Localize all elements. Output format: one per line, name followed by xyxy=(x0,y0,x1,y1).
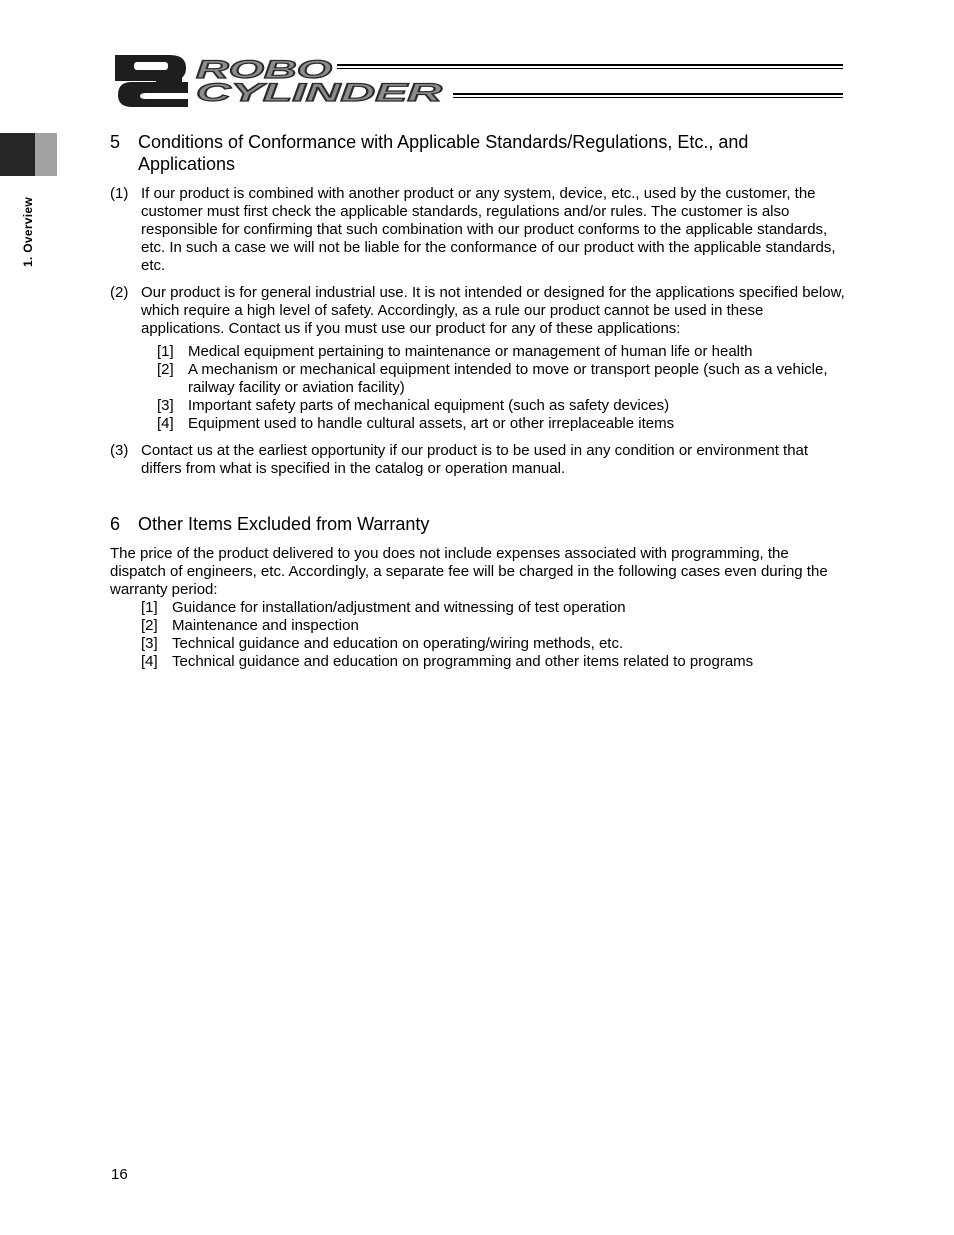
page-content xyxy=(110,131,845,671)
section-5-heading xyxy=(110,131,845,175)
list-item xyxy=(141,599,845,617)
item-text: Technical guidance and education on programming and other items related to programs xyxy=(172,653,754,670)
section-5-list xyxy=(110,185,845,478)
section-number: 6 xyxy=(110,514,121,534)
robo-cylinder-logo xyxy=(112,55,447,107)
sub-list xyxy=(157,343,845,433)
item-text: Maintenance and inspection xyxy=(172,617,359,634)
list-item xyxy=(141,653,845,671)
sub-item-number: [4] xyxy=(157,415,174,432)
header-rule-top-1 xyxy=(337,64,843,66)
item-number: (3) xyxy=(110,442,129,459)
sub-item-number: [2] xyxy=(157,361,174,378)
item-number: (2) xyxy=(110,284,129,301)
sub-item-text: Equipment used to handle cultural assets, art or other irreplaceable items xyxy=(188,415,675,432)
sub-list-item xyxy=(157,361,845,397)
section-title: Other Items Excluded from Warranty xyxy=(138,514,430,534)
sub-list-item xyxy=(157,397,845,415)
chapter-label: 1. Overview xyxy=(21,196,35,268)
section-6-intro: The price of the product delivered to you does not include expenses associated with programming, the dispatch of engineers, etc. Accordingly, a separate fee will be charged in the following cases even during the warranty period: xyxy=(110,545,828,598)
sub-item-number: [3] xyxy=(157,397,174,414)
sub-list-item xyxy=(157,415,845,433)
item-number: [2] xyxy=(141,617,158,634)
section-title: Conditions of Conformance with Applicable Standards/Regulations, Etc., and Applications xyxy=(138,132,749,174)
section-6-heading xyxy=(110,513,845,535)
sub-item-text: Medical equipment pertaining to maintenance or management of human life or health xyxy=(188,343,753,360)
sub-list-item xyxy=(157,343,845,361)
section-number: 5 xyxy=(110,132,121,152)
item-number: [1] xyxy=(141,599,158,616)
page-number: 16 xyxy=(111,1166,128,1183)
chapter-tab-marker xyxy=(0,133,35,176)
item-number: [3] xyxy=(141,635,158,652)
sub-item-number: [1] xyxy=(157,343,174,360)
item-text: Guidance for installation/adjustment and witnessing of test operation xyxy=(172,599,626,616)
item-number: (1) xyxy=(110,185,129,202)
item-number: [4] xyxy=(141,653,158,670)
header-rule-bottom-1 xyxy=(453,93,843,95)
list-item xyxy=(141,635,845,653)
list-item xyxy=(141,617,845,635)
list-item xyxy=(110,442,845,478)
list-item xyxy=(110,284,845,433)
chapter-tab-shade xyxy=(35,133,57,176)
header-rule-bottom-2 xyxy=(453,97,843,98)
item-text: If our product is combined with another product or any system, device, etc., used by the customer, the customer must first check the applicable standards, regulations and/or rules. The customer is also responsible for confirming that such combination with our product conforms to the applicable standards, etc. In such a case we will not be liable for the conformance of our product with the applicable standards, etc. xyxy=(141,185,836,274)
header-rule-top-2 xyxy=(337,68,843,69)
item-text: Technical guidance and education on operating/wiring methods, etc. xyxy=(172,635,624,652)
svg-text:CYLINDER: CYLINDER xyxy=(196,79,442,107)
svg-text:ROBO: ROBO xyxy=(196,56,334,84)
item-text: Contact us at the earliest opportunity if our product is to be used in any condition or environment that differs from what is specified in the catalog or operation manual. xyxy=(141,442,809,477)
list-item xyxy=(110,185,845,275)
item-text: Our product is for general industrial use. It is not intended or designed for the applications specified below, which require a high level of safety. Accordingly, as a rule our product cannot be used in these applications. Contact us if you must use our product for any of these applications: xyxy=(141,284,845,337)
sub-item-text: Important safety parts of mechanical equipment (such as safety devices) xyxy=(188,397,670,414)
section-6-list xyxy=(141,599,845,671)
sub-item-text: A mechanism or mechanical equipment intended to move or transport people (such as a vehicle, railway facility or aviation facility) xyxy=(188,361,828,396)
